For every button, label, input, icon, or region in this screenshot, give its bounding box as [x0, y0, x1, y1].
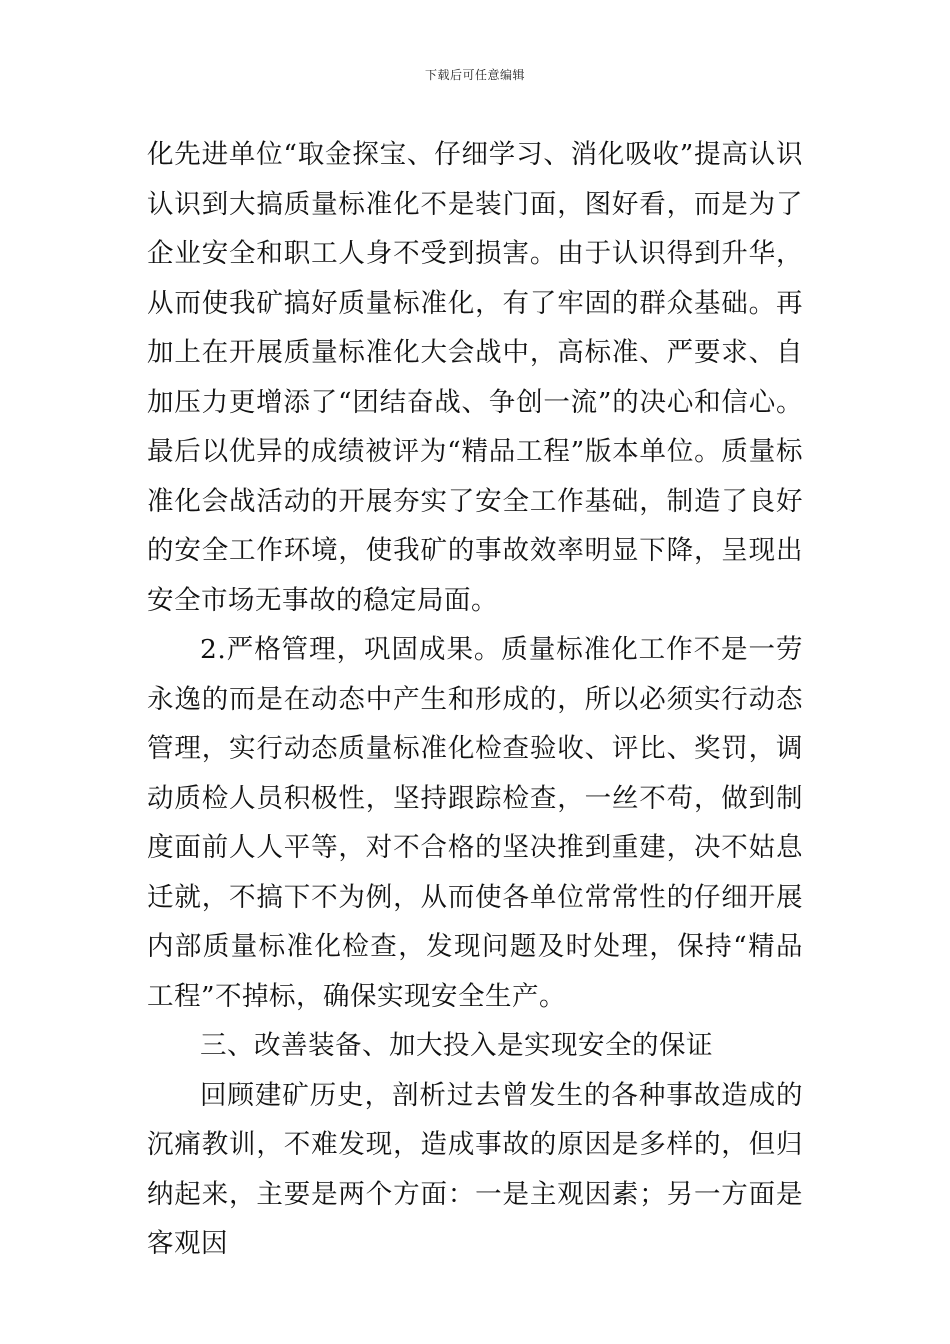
paragraph-2: 2.严格管理，巩固成果。质量标准化工作不是一劳永逸的而是在动态中产生和形成的，所以必须实行动态管理，实行动态质量标准化检查验收、评比、奖罚，调动质检人员积极性，坚持跟踪检查，一丝不苟，做到制度面前人人平等，对不合格的坚决推到重建，决不姑息迁就，不搞下不为例，从而使各单位常常性的仔细开展内部质量标准化检查，发现问题及时处理，保持“精品工程”不掉标，确保实现安全生产。	[147, 634, 803, 1012]
paragraph-1: 化先进单位“取金探宝、仔细学习、消化吸收”提高认识认识到大搞质量标准化不是装门面，图好看，而是为了企业安全和职工人身不受到损害。由于认识得到升华，从而使我矿搞好质量标准化，有了牢固的群众基础。再加上在开展质量标准化大会战中，高标准、严要求、自加压力更增添了“团结奋战、争创一流”的决心和信心。最后以优异的成绩被评为“精品工程”版本单位。质量标准化会战活动的开展夯实了安全工作基础，制造了良好的安全工作环境，使我矿的事故效率明显下降，呈现出安全市场无事故的稳定局面。	[147, 139, 803, 616]
section-heading: 三、改善装备、加大投入是实现安全的保证	[200, 1030, 713, 1061]
document-body	[147, 130, 803, 1269]
paragraph-3: 回顾建矿历史，剖析过去曾发生的各种事故造成的沉痛教训，不难发现，造成事故的原因是多样的，但归纳起来，主要是两个方面：一是主观因素；另一方面是客观因	[147, 1079, 803, 1259]
page-header: 下载后可任意编辑	[424, 68, 525, 82]
